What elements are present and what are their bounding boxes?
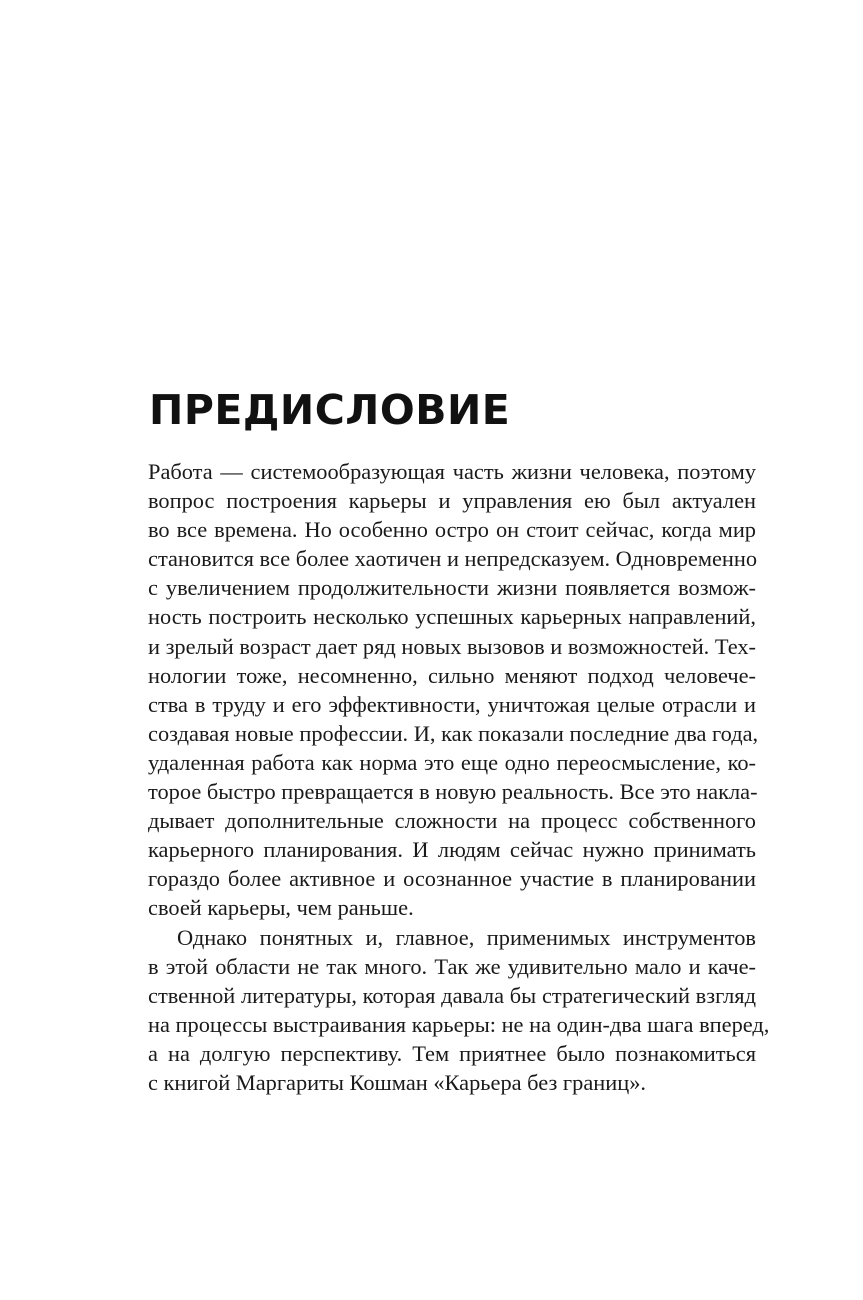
- text-line: а на долгую перспективу. Тем приятнее было познакомиться: [148, 1040, 756, 1066]
- text-line: Однако понятных и, главное, применимых инструментов: [177, 924, 756, 950]
- text-line: удаленная работа как норма это еще одно переосмысление, ко-: [148, 749, 756, 775]
- text-line: и зрелый возраст дает ряд новых вызовов и возможностей. Тех-: [148, 633, 756, 659]
- text-line: торое быстро превращается в новую реальность. Все это накла-: [148, 779, 758, 805]
- text-line: на процессы выстраивания карьеры: не на один-два шага вперед,: [148, 1011, 770, 1037]
- text-line: гораздо более активное и осознанное участие в планировании: [148, 866, 756, 892]
- text-line: с книгой Маргариты Кошман «Карьера без границ».: [148, 1069, 646, 1095]
- text-line: в этой области не так много. Так же удивительно мало и каче-: [148, 953, 756, 979]
- text-line: дывает дополнительные сложности на процесс собственного: [148, 808, 756, 834]
- text-line: Работа — системообразующая часть жизни человека, поэтому: [148, 459, 756, 484]
- text-line: с увеличением продолжительности жизни появляется возмож-: [148, 575, 756, 601]
- body-text: [148, 457, 770, 1097]
- paragraph-2: [148, 923, 770, 1098]
- text-line: своей карьеры, чем раньше.: [148, 895, 414, 921]
- text-line: вопрос построения карьеры и управления ею был актуален: [148, 488, 756, 514]
- text-line: становится все более хаотичен и непредсказуем. Одновременно: [148, 546, 758, 572]
- text-line: нологии тоже, несомненно, сильно меняют подход человече-: [148, 662, 756, 688]
- text-line: ственной литературы, которая давала бы стратегический взгляд: [148, 982, 756, 1008]
- text-line: во все времена. Но особенно остро он стоит сейчас, когда мир: [148, 517, 756, 543]
- text-line: создавая новые профессии. И, как показали последние два года,: [148, 720, 759, 746]
- text-line: карьерного планирования. И людям сейчас нужно принимать: [148, 837, 756, 863]
- chapter-title: ПРЕДИСЛОВИЕ: [149, 386, 511, 434]
- text-line: ность построить несколько успешных карьерных направлений,: [148, 604, 756, 630]
- paragraph-1: [148, 457, 759, 923]
- text-line: ства в труду и его эффективности, уничтожая целые отрасли и: [148, 691, 756, 717]
